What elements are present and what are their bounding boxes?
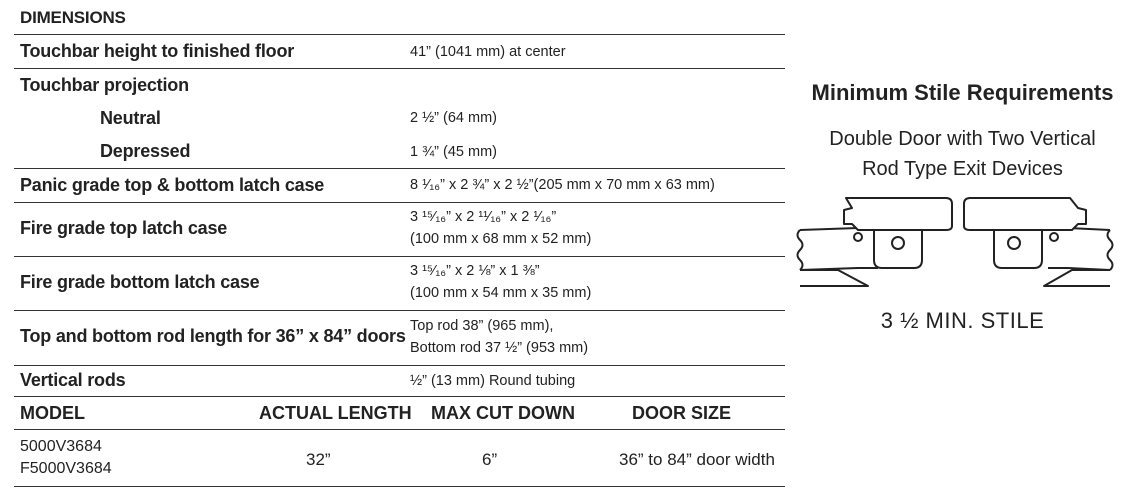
stile-requirements-panel (788, 0, 1137, 496)
left-latch-hole-small (854, 233, 862, 241)
model-table-row (14, 430, 785, 487)
spec-value: 41” (1041 mm) at center (410, 44, 566, 60)
spec-label: Panic grade top & bottom latch case (20, 175, 325, 195)
spec-label: Fire grade bottom latch case (20, 272, 260, 292)
right-latch-hole-small (1050, 233, 1058, 241)
door-size-value: 36” to 84” door width (619, 450, 775, 469)
spec-label: Vertical rods (20, 370, 126, 390)
spec-row-touchbar-projection (14, 69, 785, 169)
spec-label: Touchbar projection (20, 75, 189, 95)
right-latch-hole-large (1008, 237, 1020, 249)
spec-value-line2: (100 mm x 54 mm x 35 mm) (410, 285, 592, 301)
header-actual-length: ACTUAL LENGTH (259, 403, 412, 423)
actual-length-value: 32” (306, 450, 331, 469)
stile-subtitle (788, 124, 1137, 184)
spec-value-line1: 3 ¹⁵⁄₁₆” x 2 ¹¹⁄₁₆” x 2 ¹⁄₁₆” (410, 209, 557, 225)
stile-diagram (788, 190, 1137, 290)
left-latch-cap (844, 198, 952, 230)
header-door-size: DOOR SIZE (632, 403, 732, 423)
spec-value-line1: Top rod 38” (965 mm), (410, 318, 554, 334)
spec-label: Top and bottom rod length for 36” x 84” doors (20, 326, 406, 346)
right-break-line (1108, 230, 1113, 270)
right-stile-bevel (1044, 270, 1110, 286)
section-header-row (14, 0, 785, 35)
left-stile-bevel (800, 270, 868, 286)
spec-row-fire-bottom (14, 257, 785, 311)
spec-label: Fire grade top latch case (20, 218, 228, 238)
stile-subtitle-line1: Double Door with Two Vertical (829, 128, 1096, 150)
spec-row-touchbar-height (14, 35, 785, 69)
model-number-1: 5000V3684 (20, 438, 102, 455)
spec-value-line1: 3 ¹⁵⁄₁₆” x 2 ⅛” x 1 ⅜” (410, 263, 540, 279)
left-latch-hole-large (892, 237, 904, 249)
model-table-header (14, 397, 785, 430)
spec-row-panic-grade (14, 169, 785, 203)
stile-title: Minimum Stile Requirements (811, 80, 1114, 105)
stile-subtitle-line2: Rod Type Exit Devices (862, 158, 1063, 180)
spec-value: ½” (13 mm) Round tubing (410, 373, 576, 389)
spec-value-depressed: 1 ¾” (45 mm) (410, 144, 498, 160)
spec-value-line2: Bottom rod 37 ½” (953 mm) (410, 340, 589, 356)
spec-row-rod-length (14, 311, 785, 366)
spec-label-neutral: Neutral (100, 108, 161, 128)
right-latch-body (994, 230, 1042, 268)
spec-value-line2: (100 mm x 68 mm x 52 mm) (410, 231, 592, 247)
max-cut-down-value: 6” (482, 450, 498, 469)
left-break-line (798, 230, 803, 270)
spec-row-fire-top (14, 203, 785, 257)
header-max-cut-down: MAX CUT DOWN (431, 403, 575, 423)
spec-label: Touchbar height to finished floor (20, 41, 295, 61)
header-model: MODEL (20, 403, 85, 423)
stile-caption: 3 ½ MIN. STILE (880, 308, 1045, 333)
model-number-2: F5000V3684 (20, 460, 112, 477)
right-latch-cap (964, 198, 1086, 230)
spec-label-depressed: Depressed (100, 141, 191, 161)
spec-value-neutral: 2 ½” (64 mm) (410, 110, 498, 126)
section-title: DIMENSIONS (20, 8, 126, 27)
spec-row-vertical-rods (14, 366, 785, 397)
spec-value: 8 ¹⁄₁₆” x 2 ¾” x 2 ½”(205 mm x 70 mm x 63 mm) (410, 177, 715, 193)
